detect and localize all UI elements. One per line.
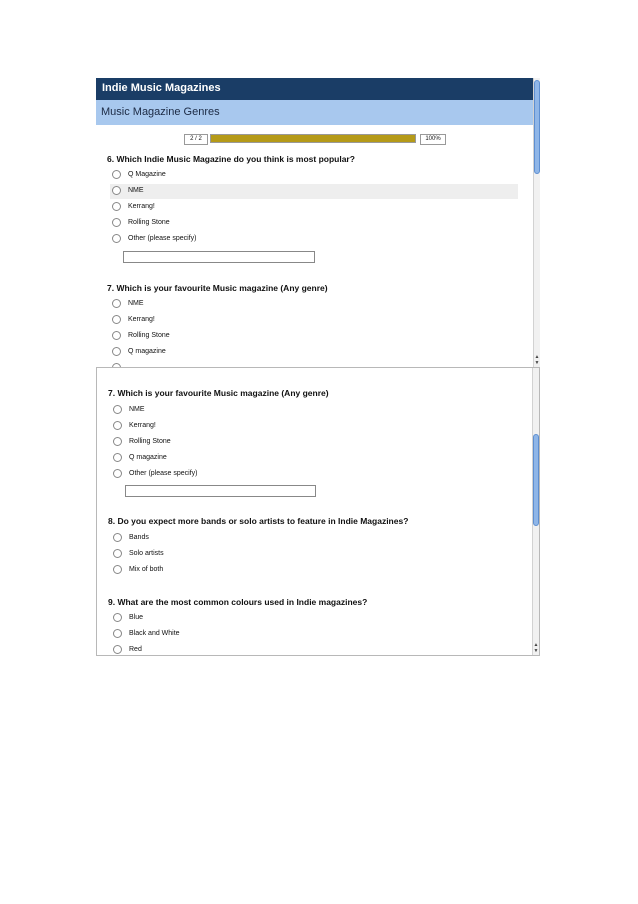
scroll-up-arrow-icon[interactable]: ▲ [533, 642, 539, 648]
scrollbar-vertical[interactable] [532, 368, 539, 655]
q7-option-nme[interactable] [110, 297, 518, 312]
q6-option-q-magazine[interactable] [110, 168, 518, 183]
radio-button[interactable] [112, 315, 121, 324]
option-label: Solo artists [129, 550, 164, 557]
section-title: Music Magazine Genres [101, 106, 220, 118]
question-7-title: 7. Which is your favourite Music magazine (Any genre) [107, 283, 328, 293]
radio-button[interactable] [112, 202, 121, 211]
radio-button[interactable] [113, 533, 122, 542]
scrollbar-vertical[interactable] [533, 78, 540, 367]
survey-screen-bottom [96, 367, 540, 656]
option-label: Black and White [129, 630, 180, 637]
radio-button[interactable] [113, 629, 122, 638]
radio-button[interactable] [112, 331, 121, 340]
q7-option-rolling-stone[interactable] [111, 435, 519, 450]
question-9-title: 9. What are the most common colours used in Indie magazines? [108, 597, 368, 607]
radio-button[interactable] [113, 565, 122, 574]
progress-percent: 100% [420, 134, 446, 145]
radio-button[interactable] [112, 234, 121, 243]
radio-button[interactable] [113, 453, 122, 462]
option-label: Blue [129, 614, 144, 621]
option-label: Red [129, 646, 142, 653]
q6-other-input[interactable] [123, 251, 315, 263]
q7-option-q-magazine[interactable] [111, 451, 519, 466]
option-label: Other (please specify) [129, 470, 198, 477]
q7-option-other[interactable] [111, 467, 519, 482]
option-label: Rolling Stone [128, 332, 170, 339]
radio-button[interactable] [113, 437, 122, 446]
radio-button[interactable] [112, 299, 121, 308]
radio-button[interactable] [113, 405, 122, 414]
radio-button[interactable] [113, 421, 122, 430]
q7-option-kerrang[interactable] [110, 313, 518, 328]
option-label: Q Magazine [128, 171, 166, 178]
scrollbar-thumb[interactable] [534, 80, 540, 174]
q8-option-solo-artists[interactable] [111, 547, 519, 562]
radio-button[interactable] [113, 549, 122, 558]
progress-page-count: 2 / 2 [184, 134, 208, 145]
q9-option-blue[interactable] [111, 611, 519, 626]
option-label: Kerrang! [128, 203, 155, 210]
survey-title: Indie Music Magazines [102, 82, 221, 94]
q7-option-kerrang[interactable] [111, 419, 519, 434]
progress-bar-fill [211, 135, 415, 142]
option-label: Q magazine [129, 454, 167, 461]
radio-button[interactable] [112, 170, 121, 179]
scroll-down-arrow-icon[interactable]: ▼ [534, 360, 540, 366]
option-label: Kerrang! [128, 316, 155, 323]
question-7-title: 7. Which is your favourite Music magazine (Any genre) [108, 388, 329, 398]
option-label: NME [128, 300, 144, 307]
option-label: Kerrang! [129, 422, 156, 429]
option-label: Other (please specify) [128, 235, 197, 242]
survey-title-bar [96, 78, 540, 100]
radio-button[interactable] [113, 613, 122, 622]
q8-option-bands[interactable] [111, 531, 519, 546]
option-label: Mix of both [129, 566, 164, 573]
question-8-title: 8. Do you expect more bands or solo artists to feature in Indie Magazines? [108, 516, 409, 526]
q9-option-red[interactable] [111, 643, 519, 656]
q7-option-q-magazine[interactable] [110, 345, 518, 360]
progress-bar [210, 134, 416, 143]
radio-button[interactable] [112, 218, 121, 227]
radio-button[interactable] [113, 469, 122, 478]
q6-option-nme[interactable] [110, 184, 518, 199]
q9-option-black-and-white[interactable] [111, 627, 519, 642]
radio-button[interactable] [113, 645, 122, 654]
option-label: NME [129, 406, 145, 413]
scroll-up-arrow-icon[interactable]: ▲ [534, 354, 540, 360]
option-label: Q magazine [128, 348, 166, 355]
q7-other-input[interactable] [125, 485, 316, 497]
q6-option-kerrang[interactable] [110, 200, 518, 215]
option-label: Bands [129, 534, 149, 541]
scroll-down-arrow-icon[interactable]: ▼ [533, 648, 539, 654]
option-label: Rolling Stone [129, 438, 171, 445]
survey-screen-top [96, 78, 540, 367]
option-label: NME [128, 187, 144, 194]
q6-option-other[interactable] [110, 232, 518, 247]
question-6-title: 6. Which Indie Music Magazine do you think is most popular? [107, 154, 355, 164]
section-bar [96, 100, 540, 125]
q7-option-rolling-stone[interactable] [110, 329, 518, 344]
q6-option-rolling-stone[interactable] [110, 216, 518, 231]
q8-option-mix-of-both[interactable] [111, 563, 519, 578]
option-label: Rolling Stone [128, 219, 170, 226]
radio-button[interactable] [112, 186, 121, 195]
scrollbar-thumb[interactable] [533, 434, 539, 526]
radio-button[interactable] [112, 347, 121, 356]
q7-option-nme[interactable] [111, 403, 519, 418]
